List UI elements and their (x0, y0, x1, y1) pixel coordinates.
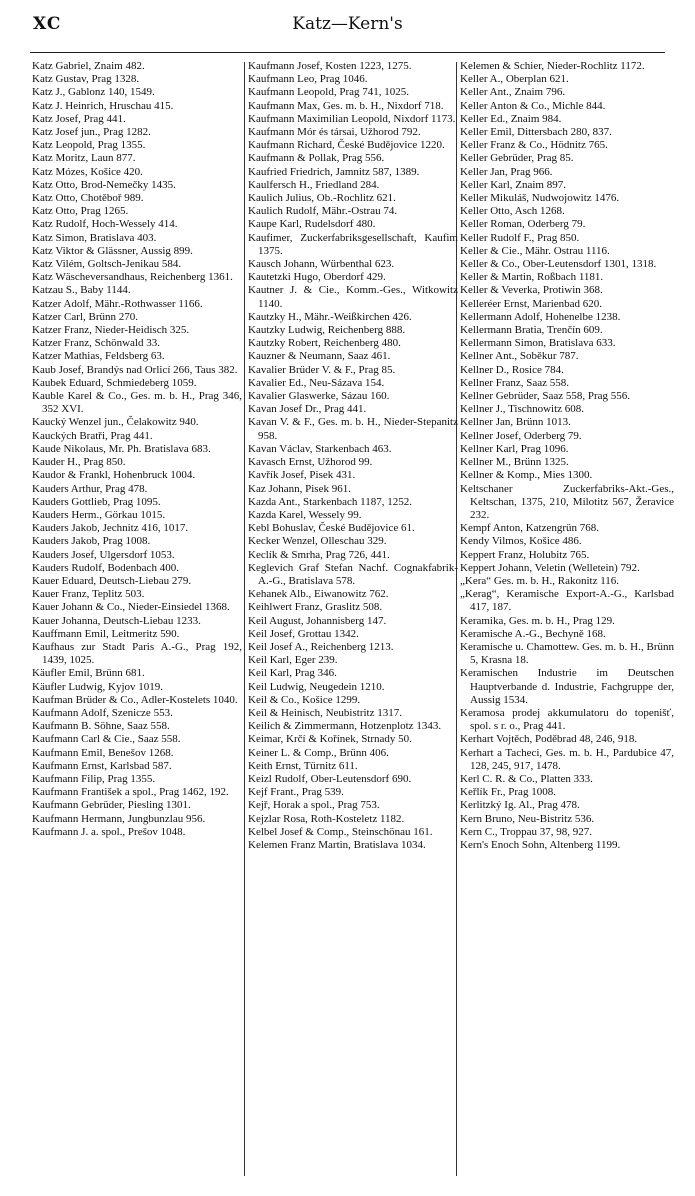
directory-entry: Kellermann Bratia, Trenčín 609. (460, 324, 603, 337)
directory-entry: Katz Viktor & Glässner, Aussig 899. (32, 244, 193, 257)
directory-entry: Keltschaner Zuckerfabriks-Akt.-Ges., Keltschan, 1375, 210, Milotitz 567, Žeravice 232. (460, 482, 674, 521)
directory-entry: Kavalier Brüder V. & F., Prag 85. (248, 363, 396, 376)
directory-entry: Keller Emil, Dittersbach 280, 837. (460, 126, 612, 139)
directory-entry: Kejf Frant., Prag 539. (248, 786, 344, 799)
directory-entry: Kaulich Julius, Ob.-Rochlitz 621. (248, 192, 396, 205)
directory-entry: Katz Simon, Bratislava 403. (32, 231, 157, 244)
directory-entry: Kellermann Simon, Bratislava 633. (460, 337, 616, 350)
directory-entry: Kaufhaus zur Stadt Paris A.-G., Prag 192, 1439, 1025. (32, 640, 242, 667)
directory-column-3 (460, 60, 674, 852)
directory-entry: Keppert Franz, Holubitz 765. (460, 548, 590, 561)
directory-entry: Kellner Jan, Brünn 1013. (460, 416, 571, 429)
header-rule (30, 52, 665, 53)
directory-entry: Kauer Franz, Teplitz 503. (32, 588, 145, 601)
directory-entry: Keimar, Krčí & Kořínek, Strnady 50. (248, 733, 412, 746)
directory-entry: Keramosa prodej akkumulatoru do topenišť, spol. s r. o., Prag 441. (460, 706, 674, 733)
directory-entry: Kauders Josef, Ulgersdorf 1053. (32, 548, 175, 561)
directory-entry: Kelleréer Ernst, Marienbad 620. (460, 297, 603, 310)
directory-entry: Katzer Carl, Brünn 270. (32, 310, 138, 323)
directory-entry: Kaufmann Carl & Cie., Saaz 558. (32, 733, 181, 746)
directory-entry: Kerlitzký Ig. Al., Prag 478. (460, 799, 580, 812)
directory-entry: Kellner Gebrüder, Saaz 558, Prag 556. (460, 390, 631, 403)
directory-entry: Kaufmann J. a. spol., Prešov 1048. (32, 825, 186, 838)
directory-entry: „Kera“ Ges. m. b. H., Rakonitz 116. (460, 574, 620, 587)
directory-column-2 (248, 60, 458, 852)
directory-entry: Katz Otto, Prag 1265. (32, 205, 129, 218)
directory-entry: Keller & Martin, Roßbach 1181. (460, 271, 604, 284)
directory-entry: Kaupe Karl, Rudelsdorf 480. (248, 218, 376, 231)
directory-entry: Kautzky Ludwig, Reichenberg 888. (248, 324, 406, 337)
directory-entry: Katz Vilém, Goltsch-Jenikau 584. (32, 258, 182, 271)
directory-entry: Katz Mózes, Košice 420. (32, 165, 143, 178)
directory-entry: Keller Rudolf F., Prag 850. (460, 231, 580, 244)
directory-entry: Kelemen Franz Martin, Bratislava 1034. (248, 838, 426, 851)
directory-entry: Keizl Rudolf, Ober-Leutensdorf 690. (248, 772, 412, 785)
directory-entry: Kellner J., Tischnowitz 608. (460, 403, 585, 416)
directory-entry: Kaufimer, Zuckerfabriksgesellschaft, Kaufim 1375. (248, 231, 458, 257)
directory-entry: Keller Mikuláš, Nudwojowitz 1476. (460, 192, 620, 205)
directory-entry: Katz J., Gablonz 140, 1549. (32, 86, 155, 99)
directory-entry: Keramische A.-G., Bechyně 168. (460, 627, 606, 640)
directory-entry: Kerhart Vojtěch, Poděbrad 48, 246, 918. (460, 733, 638, 746)
directory-entry: Kavan Josef Dr., Prag 441. (248, 403, 367, 416)
directory-entry: Keihlwert Franz, Graslitz 508. (248, 601, 383, 614)
directory-entry: Katz Leopold, Prag 1355. (32, 139, 146, 152)
directory-entry: Kauckých Bratři, Prag 441. (32, 429, 153, 442)
directory-entry: Kaufmann Maximilian Leopold, Nixdorf 1173. (248, 112, 456, 125)
directory-columns (32, 60, 672, 1180)
directory-entry: Keil & Heinisch, Neubistritz 1317. (248, 706, 402, 719)
directory-entry: Kellner D., Rosice 784. (460, 363, 564, 376)
directory-entry: Kellner Ant., Soběkur 787. (460, 350, 579, 363)
directory-entry: Kauer Eduard, Deutsch-Liebau 279. (32, 574, 192, 587)
directory-entry: Kaufmann Mór és társai, Užhorod 792. (248, 126, 421, 139)
directory-entry: Katz Josef jun., Prag 1282. (32, 126, 151, 139)
directory-entry: Keith Ernst, Türnitz 611. (248, 759, 358, 772)
directory-entry: Kauders Herm., Görkau 1015. (32, 508, 166, 521)
directory-entry: Katz Josef, Prag 441. (32, 112, 126, 125)
directory-entry: Keller Karl, Znaim 897. (460, 178, 566, 191)
directory-entry: Kaufmann František a spol., Prag 1462, 192. (32, 786, 229, 799)
directory-entry: Käufler Ludwig, Kyjov 1019. (32, 680, 164, 693)
directory-entry: Kelbel Josef & Comp., Steinschönau 161. (248, 825, 433, 838)
directory-entry: Keřlík Fr., Prag 1008. (460, 786, 556, 799)
directory-entry: Kautetzki Hugo, Oberdorf 429. (248, 271, 386, 284)
directory-entry: Kautner J. & Cie., Komm.-Ges., Witkowitz 1140. (248, 284, 458, 310)
directory-entry: Kellner & Komp., Mies 1300. (460, 469, 593, 482)
directory-entry: Kauders Jakob, Prag 1008. (32, 535, 151, 548)
directory-entry: Kaz Johann, Pisek 961. (248, 482, 351, 495)
directory-entry: Kaufmann Ernst, Karlsbad 587. (32, 759, 172, 772)
directory-entry: Kejzlar Rosa, Roth-Kosteletz 1182. (248, 812, 405, 825)
directory-entry: Kaub Josef, Brandýs nad Orlicí 266, Taus 382. (32, 363, 238, 376)
directory-entry: Kauders Jakob, Jechnitz 416, 1017. (32, 522, 189, 535)
directory-entry: Kellner Karl, Prag 1096. (460, 442, 569, 455)
directory-entry: Keller Anton & Co., Michle 844. (460, 99, 606, 112)
directory-entry: Kaufmann Leopold, Prag 741, 1025. (248, 86, 409, 99)
page-header (0, 0, 695, 50)
directory-entry: Kauders Rudolf, Bodenbach 400. (32, 561, 179, 574)
directory-entry: Keil & Co., Košice 1299. (248, 693, 361, 706)
directory-entry: Kauffmann Emil, Leitmeritz 590. (32, 627, 180, 640)
directory-entry: Kelemen & Schier, Nieder-Rochlitz 1172. (460, 60, 645, 72)
directory-entry: Kauble Karel & Co., Ges. m. b. H., Prag 346, 352 XVI. (32, 390, 242, 416)
directory-entry: Kellner Josef, Oderberg 79. (460, 429, 582, 442)
directory-entry: Katzau S., Baby 1144. (32, 284, 131, 297)
directory-entry: Kaufmann Filip, Prag 1355. (32, 772, 156, 785)
directory-entry: Kauder H., Prag 850. (32, 456, 126, 469)
directory-entry: Kehanek Alb., Eiwanowitz 762. (248, 588, 389, 601)
directory-entry: Kaufried Friedrich, Jamnitz 587, 1389. (248, 165, 420, 178)
directory-entry: Kejř, Horak a spol., Prag 753. (248, 799, 380, 812)
directory-entry: Katz J. Heinrich, Hruschau 415. (32, 99, 174, 112)
directory-entry: Keller Ant., Znaim 796. (460, 86, 566, 99)
running-head: Katz—Kern's (292, 14, 403, 34)
directory-entry: Kellner Franz, Saaz 558. (460, 376, 570, 389)
directory-entry: Kauders Arthur, Prag 478. (32, 482, 148, 495)
directory-entry: Keil Josef A., Reichenberg 1213. (248, 640, 394, 653)
directory-entry: Keller A., Oberplan 621. (460, 73, 569, 86)
directory-entry: Kautzky Robert, Reichenberg 480. (248, 337, 401, 350)
directory-entry: Keller Gebrüder, Prag 85. (460, 152, 574, 165)
directory-entry: Kausch Johann, Würbenthal 623. (248, 258, 395, 271)
directory-entry: Keller & Cie., Mähr. Ostrau 1116. (460, 244, 610, 257)
directory-entry: Kavalier Glaswerke, Sázau 160. (248, 390, 390, 403)
directory-entry: Katz Gabriel, Znaim 482. (32, 60, 145, 72)
directory-entry: Kaufmann Hermann, Jungbunzlau 956. (32, 812, 206, 825)
directory-entry: Keller Jan, Prag 966. (460, 165, 553, 178)
directory-entry: Keil August, Johannisberg 147. (248, 614, 387, 627)
directory-entry: Kavřík Josef, Pisek 431. (248, 469, 356, 482)
directory-entry: Kaulich Rudolf, Mähr.-Ostrau 74. (248, 205, 398, 218)
directory-entry: Katz Otto, Brod-Nemečky 1435. (32, 178, 176, 191)
directory-entry: Keller Otto, Asch 1268. (460, 205, 565, 218)
directory-entry: Käufler Emil, Brünn 681. (32, 667, 145, 680)
directory-entry: Katz Moritz, Laun 877. (32, 152, 136, 165)
directory-entry: Keramische u. Chamottew. Ges. m. b. H., Brünn 5, Krasna 18. (460, 640, 674, 667)
directory-entry: Kern's Enoch Sohn, Altenberg 1199. (460, 838, 621, 851)
directory-entry: Katz Wäscheversandhaus, Reichenberg 1361. (32, 271, 233, 284)
directory-entry: Kaufmann & Pollak, Prag 556. (248, 152, 385, 165)
directory-entry: Kellner M., Brünn 1325. (460, 456, 569, 469)
page-number: XC (33, 14, 62, 34)
directory-entry: Katz Rudolf, Hoch-Wessely 414. (32, 218, 178, 231)
directory-entry: Kauer Johanna, Deutsch-Liebau 1233. (32, 614, 201, 627)
directory-entry: Katzer Franz, Schönwald 33. (32, 337, 160, 350)
directory-entry: Keller Roman, Oderberg 79. (460, 218, 586, 231)
directory-entry: Katz Gustav, Prag 1328. (32, 73, 140, 86)
directory-entry: Keiner L. & Comp., Brünn 406. (248, 746, 389, 759)
directory-entry: Keramischen Industrie im Deutschen Hauptverbande d. Industrie, Fachgruppe der, Aussig 1534. (460, 667, 674, 706)
directory-entry: Kaufman Brüder & Co., Adler-Kostelets 1040. (32, 693, 238, 706)
directory-entry: Keil Karl, Eger 239. (248, 654, 338, 667)
directory-entry: Kavan Václav, Starkenbach 463. (248, 442, 392, 455)
directory-entry: „Kerag“, Keramische Export-A.-G., Karlsbad 417, 187. (460, 588, 674, 614)
directory-entry: Kern C., Troppau 37, 98, 927. (460, 825, 593, 838)
directory-entry: Kellermann Adolf, Hohenelbe 1238. (460, 310, 621, 323)
directory-entry: Kerhart a Tacheci, Ges. m. b. H., Pardubice 47, 128, 245, 917, 1478. (460, 746, 674, 772)
directory-entry: Kendy Vilmos, Košice 486. (460, 535, 582, 548)
directory-entry: Katz Otto, Chotěboř 989. (32, 192, 144, 205)
directory-entry: Kaubek Eduard, Schmiedeberg 1059. (32, 376, 197, 389)
directory-column-1 (32, 60, 242, 839)
directory-entry: Kaude Nikolaus, Mr. Ph. Bratislava 683. (32, 442, 211, 455)
directory-entry: Kaufmann B. Söhne, Saaz 558. (32, 720, 170, 733)
directory-entry: Kaulfersch H., Friedland 284. (248, 178, 380, 191)
directory-entry: Kavalier Ed., Neu-Sázava 154. (248, 376, 385, 389)
directory-entry: Kerl C. R. & Co., Platten 333. (460, 772, 593, 785)
directory-entry: Kaucký Wenzel jun., Čelakowitz 940. (32, 416, 199, 429)
directory-entry: Kavan V. & F., Ges. m. b. H., Nieder-Stepanitz 958. (248, 416, 458, 442)
directory-entry: Keglevich Graf Stefan Nachf. Cognakfabrik-A.-G., Bratislava 578. (248, 561, 458, 587)
directory-entry: Katzer Mathias, Feldsberg 63. (32, 350, 165, 363)
directory-entry: Kempf Anton, Katzengrün 768. (460, 522, 599, 535)
directory-entry: Kebl Bohuslav, České Budějovice 61. (248, 522, 415, 535)
directory-entry: Kaufmann Gebrüder, Piesling 1301. (32, 799, 191, 812)
directory-entry: Kaufmann Adolf, Szenicze 553. (32, 706, 173, 719)
directory-entry: Keller & Veverka, Protiwin 368. (460, 284, 603, 297)
directory-entry: Katzer Adolf, Mähr.-Rothwasser 1166. (32, 297, 203, 310)
directory-entry: Kazda Ant., Starkenbach 1187, 1252. (248, 495, 412, 508)
directory-entry: Keller & Co., Ober-Leutensdorf 1301, 1318. (460, 258, 657, 271)
directory-entry: Kazda Karel, Wessely 99. (248, 508, 362, 521)
directory-entry: Keil Josef, Grottau 1342. (248, 627, 359, 640)
directory-entry: Kaudor & Frankl, Hohenbruck 1004. (32, 469, 196, 482)
directory-entry: Kaufmann Emil, Benešov 1268. (32, 746, 174, 759)
directory-entry: Keramika, Ges. m. b. H., Prag 129. (460, 614, 615, 627)
directory-entry: Kecker Wenzel, Olleschau 329. (248, 535, 387, 548)
directory-entry: Kauer Johann & Co., Nieder-Einsiedel 1368. (32, 601, 230, 614)
directory-entry: Kaufmann Max, Ges. m. b. H., Nixdorf 718. (248, 99, 444, 112)
directory-entry: Keil Ludwig, Neugedein 1210. (248, 680, 385, 693)
directory-entry: Kaufmann Leo, Prag 1046. (248, 73, 368, 86)
directory-entry: Katzer Franz, Nieder-Heidisch 325. (32, 324, 190, 337)
directory-entry: Kern Bruno, Neu-Bistritz 536. (460, 812, 595, 825)
directory-entry: Keller Ed., Znaim 984. (460, 112, 562, 125)
directory-entry: Keppert Johann, Veletin (Welletein) 792. (460, 561, 640, 574)
directory-entry: Keller Franz & Co., Hödnitz 765. (460, 139, 608, 152)
directory-entry: Keilich & Zimmermann, Hotzenplotz 1343. (248, 720, 442, 733)
directory-entry: Kauzner & Neumann, Saaz 461. (248, 350, 391, 363)
directory-entry: Keil Karl, Prag 346. (248, 667, 337, 680)
directory-entry: Keclík & Smrha, Prag 726, 441. (248, 548, 390, 561)
directory-entry: Kavasch Ernst, Užhorod 99. (248, 456, 373, 469)
directory-entry: Kaufmann Josef, Kosten 1223, 1275. (248, 60, 412, 72)
directory-entry: Kauders Gottlieb, Prag 1095. (32, 495, 161, 508)
directory-entry: Kautzky H., Mähr.-Weißkirchen 426. (248, 310, 412, 323)
directory-entry: Kaufmann Richard, České Budějovice 1220. (248, 139, 445, 152)
